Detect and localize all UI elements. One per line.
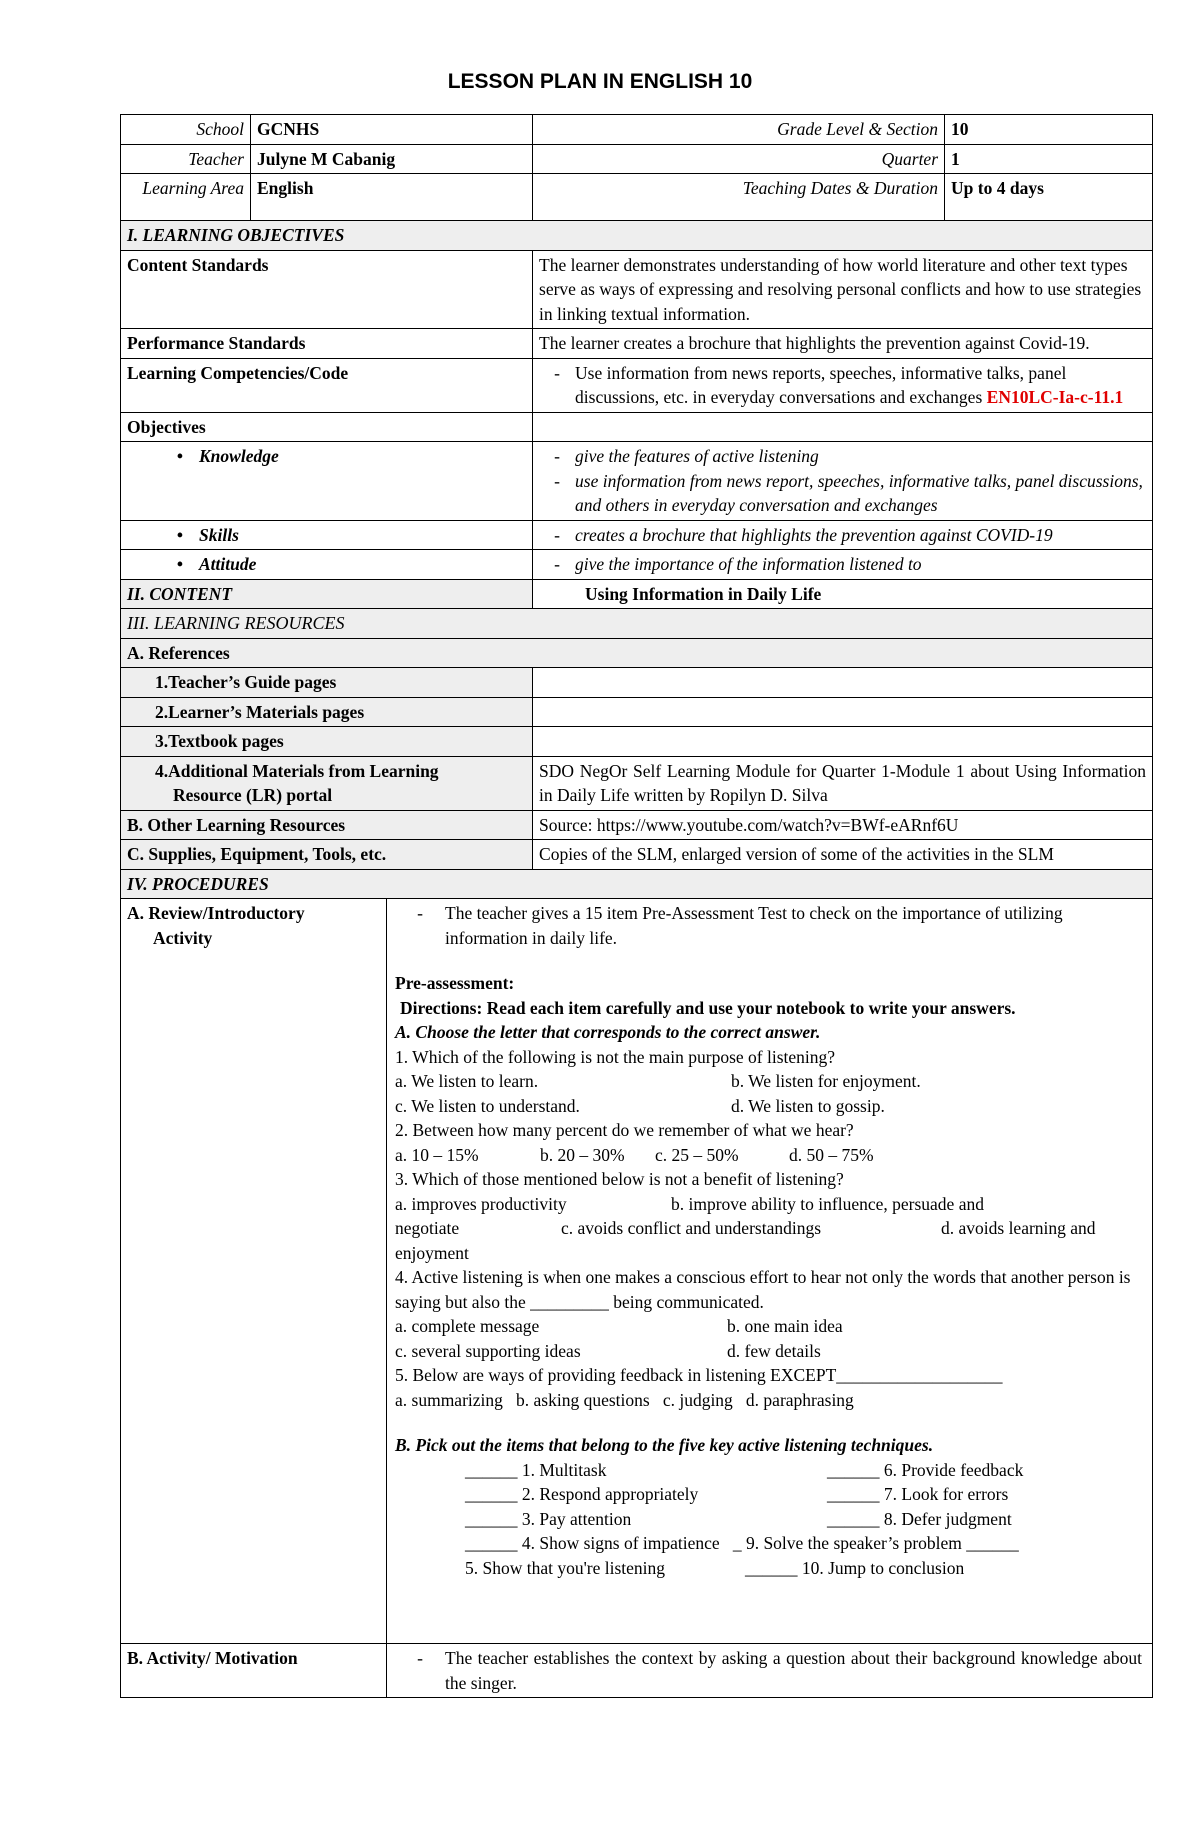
skills-item-1: creates a brochure that highlights the prevention against COVID-19	[575, 524, 1053, 545]
school-value: GCNHS	[251, 115, 533, 145]
row-learners-materials	[121, 697, 1153, 727]
competencies-cell	[533, 358, 1153, 412]
q3-option-b: b. improve ability to influence, persuade and	[671, 1193, 984, 1214]
section-title-procedures: IV. PROCEDURES	[121, 869, 1153, 899]
part-a-heading: A. Choose the letter that corresponds to the correct answer.	[395, 1022, 821, 1042]
q1-option-d: d. We listen to gossip.	[731, 1095, 885, 1116]
q2-option-a: a. 10 – 15%	[395, 1144, 479, 1165]
content-standards-label: Content Standards	[121, 250, 533, 329]
q4-option-c: c. several supporting ideas	[395, 1340, 581, 1361]
row-other-resources	[121, 810, 1153, 840]
q3-option-d: d. avoids learning and	[941, 1218, 1096, 1238]
section-title-objectives: I. LEARNING OBJECTIVES	[121, 221, 1153, 251]
performance-standards-text: The learner creates a brochure that highlights the prevention against Covid-19.	[533, 329, 1153, 359]
competencies-text: Use information from news reports, speeches, informative talks, panel discussions, etc. in everyday conversations and exchanges	[575, 362, 1067, 407]
textbook-value	[533, 727, 1153, 757]
area-label: Learning Area	[121, 174, 251, 221]
question-1: 1. Which of the following is not the main purpose of listening?	[395, 1046, 836, 1067]
grade-label: Grade Level & Section	[533, 115, 945, 145]
page-title: LESSON PLAN IN ENGLISH 10	[447, 70, 753, 93]
lesson-plan-table	[120, 114, 1153, 1698]
row-attitude	[121, 550, 1153, 580]
q3-option-d-cont: enjoyment	[395, 1242, 469, 1263]
grade-value: 10	[945, 115, 1153, 145]
review-activity-label-2: Activity	[153, 927, 213, 948]
quarter-value: 1	[945, 144, 1153, 174]
school-label: School	[121, 115, 251, 145]
part-b-item-5: 5. Show that you're listening	[465, 1557, 666, 1578]
quarter-label: Quarter	[533, 144, 945, 174]
question-4: 4. Active listening is when one makes a conscious effort to hear not only the words that another person is saying but also the _________ being communicated.	[395, 1267, 1131, 1312]
dash-glyph: -	[554, 362, 560, 383]
attitude-label-cell	[121, 550, 533, 580]
pre-assessment-heading: Pre-assessment:	[395, 973, 515, 993]
q1-option-b: b. We listen for enjoyment.	[731, 1071, 921, 1091]
dash-glyph: -	[554, 554, 560, 574]
directions-text: Directions: Read each item carefully and use your notebook to write your answers.	[400, 997, 1016, 1018]
q1-option-a: a. We listen to learn.	[395, 1071, 539, 1091]
knowledge-label: Knowledge	[199, 446, 279, 466]
question-2: 2. Between how many percent do we remember of what we hear?	[395, 1120, 854, 1140]
row-review-activity	[121, 899, 1153, 1644]
activity-motivation-cell	[387, 1644, 1153, 1698]
row-teachers-guide	[121, 668, 1153, 698]
row-lr-portal	[121, 756, 1153, 810]
section-title-resources: III. LEARNING RESOURCES	[121, 609, 1153, 639]
lr-portal-label-cell	[121, 756, 533, 810]
review-activity-label-1: A. Review/Introductory	[127, 903, 305, 923]
q4-option-a: a. complete message	[395, 1316, 540, 1336]
competencies-label: Learning Competencies/Code	[121, 358, 533, 412]
textbook-label: 3.Textbook pages	[121, 727, 533, 757]
row-competencies	[121, 358, 1153, 412]
knowledge-item-1: give the features of active listening	[575, 446, 819, 466]
section-title-content: II. CONTENT	[121, 579, 533, 609]
row-references	[121, 638, 1153, 668]
q2-option-b: b. 20 – 30%	[540, 1144, 625, 1165]
q4-option-b: b. one main idea	[727, 1316, 843, 1336]
skills-label-cell	[121, 520, 533, 550]
objectives-empty-cell	[533, 412, 1153, 442]
skills-cell	[533, 520, 1153, 550]
review-activity-label-cell	[121, 899, 387, 1644]
dates-label: Teaching Dates & Duration	[533, 174, 945, 221]
other-resources-link[interactable]: Source: https://www.youtube.com/watch?v=BWf-eARnf6U	[533, 810, 1153, 840]
teacher-value: Julyne M Cabanig	[251, 144, 533, 174]
attitude-item-1: give the importance of the information listened to	[575, 554, 922, 574]
bullet-icon: •	[176, 554, 183, 574]
section-row-resources	[121, 609, 1153, 639]
row-supplies	[121, 840, 1153, 870]
learners-materials-label: 2.Learner’s Materials pages	[121, 697, 533, 727]
section-row-content	[121, 579, 1153, 609]
supplies-text: Copies of the SLM, enlarged version of some of the activities in the SLM	[533, 840, 1153, 870]
dash-glyph: -	[554, 470, 560, 491]
bullet-icon: •	[176, 446, 183, 466]
supplies-label: C. Supplies, Equipment, Tools, etc.	[121, 840, 533, 870]
knowledge-item-2: use information from news report, speeches, informative talks, panel discussions, and others in everyday conversation and exchanges	[575, 470, 1143, 515]
part-b-item-2: ______ 2. Respond appropriately	[465, 1484, 699, 1504]
part-b-item-7: ______ 7. Look for errors	[827, 1484, 1009, 1504]
teachers-guide-value	[533, 668, 1153, 698]
objectives-label: Objectives	[121, 412, 533, 442]
question-5: 5. Below are ways of providing feedback in listening EXCEPT___________________	[395, 1365, 1003, 1385]
header-row-school	[121, 115, 1153, 145]
row-performance-standards	[121, 329, 1153, 359]
bullet-icon: •	[176, 524, 183, 545]
q3-option-a: a. improves productivity	[395, 1193, 567, 1214]
q3-option-b-cont: negotiate	[395, 1218, 460, 1238]
row-activity-motivation	[121, 1644, 1153, 1698]
q2-option-d: d. 50 – 75%	[789, 1144, 874, 1165]
header-row-teacher	[121, 144, 1153, 174]
dates-value: Up to 4 days	[945, 174, 1153, 221]
skills-label: Skills	[199, 524, 239, 545]
content-standards-text: The learner demonstrates understanding of how world literature and other text types serve as ways of expressing and resolving personal conflicts and how to use strategies in linking textual information.	[533, 250, 1153, 329]
q1-option-c: c. We listen to understand.	[395, 1095, 580, 1116]
row-knowledge	[121, 442, 1153, 521]
review-intro: The teacher gives a 15 item Pre-Assessment Test to check on the importance of utilizing information in daily life.	[445, 903, 1063, 948]
references-label: A. References	[121, 638, 1153, 668]
activity-motivation-label: B. Activity/ Motivation	[121, 1644, 387, 1698]
question-3: 3. Which of those mentioned below is not a benefit of listening?	[395, 1169, 844, 1189]
teacher-label: Teacher	[121, 144, 251, 174]
area-value: English	[251, 174, 533, 221]
teachers-guide-label: 1.Teacher’s Guide pages	[121, 668, 533, 698]
dash-glyph: -	[554, 446, 560, 466]
section-row-objectives	[121, 221, 1153, 251]
competency-code: EN10LC-Ia-c-11.1	[986, 387, 1124, 407]
dash-glyph: -	[417, 1648, 423, 1668]
row-skills	[121, 520, 1153, 550]
knowledge-label-cell	[121, 442, 533, 521]
lr-portal-label-2: Resource (LR) portal	[173, 785, 333, 805]
q3-option-c: c. avoids conflict and understandings	[561, 1218, 822, 1238]
part-b-item-8: ______ 8. Defer judgment	[827, 1508, 1012, 1529]
activity-motivation-text: The teacher establishes the context by asking a question about their background knowledge about the singer.	[445, 1648, 1143, 1693]
q2-option-c: c. 25 – 50%	[655, 1144, 739, 1165]
content-text: Using Information in Daily Life	[533, 579, 1153, 609]
part-b-item-3: ______ 3. Pay attention	[465, 1508, 632, 1529]
attitude-cell	[533, 550, 1153, 580]
header-row-area	[121, 174, 1153, 221]
part-b-item-6: ______ 6. Provide feedback	[827, 1459, 1024, 1480]
review-activity-cell	[387, 899, 1153, 1644]
part-b-item-1: ______ 1. Multitask	[465, 1459, 607, 1480]
dash-glyph: -	[554, 524, 560, 545]
part-b-item-4-9: ______ 4. Show signs of impatience _ 9. Solve the speaker’s problem ______	[465, 1533, 1019, 1553]
lr-portal-text: SDO NegOr Self Learning Module for Quarter 1-Module 1 about Using Information in Daily Life written by Ropilyn D. Silva	[533, 756, 1153, 810]
learners-materials-value	[533, 697, 1153, 727]
lr-portal-label-1: 4.Additional Materials from Learning	[155, 760, 439, 781]
performance-standards-label: Performance Standards	[121, 329, 533, 359]
row-objectives	[121, 412, 1153, 442]
q4-option-d: d. few details	[727, 1340, 821, 1361]
other-resources-label: B. Other Learning Resources	[121, 810, 533, 840]
attitude-label: Attitude	[199, 554, 257, 574]
q5-options: a. summarizing b. asking questions c. judging d. paraphrasing	[395, 1389, 854, 1410]
knowledge-cell	[533, 442, 1153, 521]
dash-glyph: -	[417, 903, 423, 923]
section-row-procedures	[121, 869, 1153, 899]
row-textbook	[121, 727, 1153, 757]
part-b-item-10: ______ 10. Jump to conclusion	[745, 1557, 965, 1578]
row-content-standards	[121, 250, 1153, 329]
part-b-heading: B. Pick out the items that belong to the five key active listening techniques.	[395, 1435, 934, 1455]
